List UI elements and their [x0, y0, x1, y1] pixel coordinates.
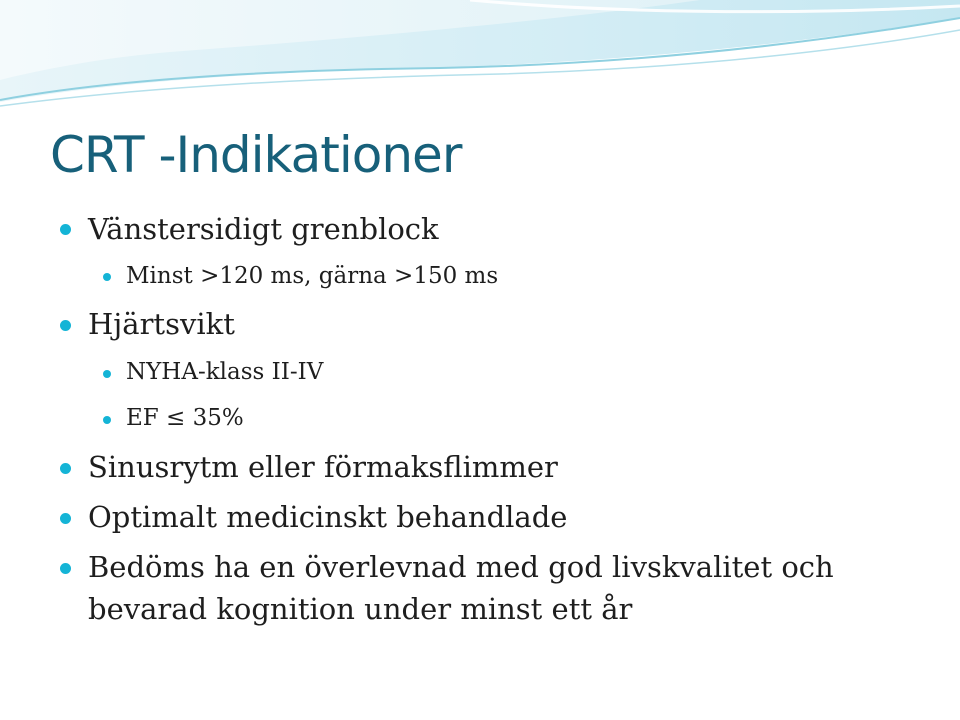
sub-bullet-item: NYHA-klass II-IV [126, 359, 324, 385]
sub-bullet-item: Minst >120 ms, gärna >150 ms [126, 263, 499, 289]
bullet-icon [60, 224, 71, 235]
bullet-item: Hjärtsvikt [88, 307, 235, 341]
bullet-item: Sinusrytm eller förmaksflimmer [88, 450, 558, 484]
bullet-icon [60, 463, 71, 474]
bullet-item: Bedöms ha en överlevnad med god livskvalitet och bevarad kognition under minst ett år [88, 550, 834, 626]
header-wave-decoration [0, 0, 960, 120]
sub-bullet-icon [103, 370, 111, 378]
bullet-icon [60, 513, 71, 524]
bullet-icon [60, 563, 71, 574]
bullet-icon [60, 320, 71, 331]
slide-title: CRT -Indikationer [50, 126, 462, 184]
bullet-item: Vänstersidigt grenblock [88, 212, 439, 246]
sub-bullet-icon [103, 416, 111, 424]
sub-bullet-item: EF ≤ 35% [126, 405, 244, 431]
bullet-item: Optimalt medicinskt behandlade [88, 500, 568, 534]
sub-bullet-icon [103, 273, 111, 281]
